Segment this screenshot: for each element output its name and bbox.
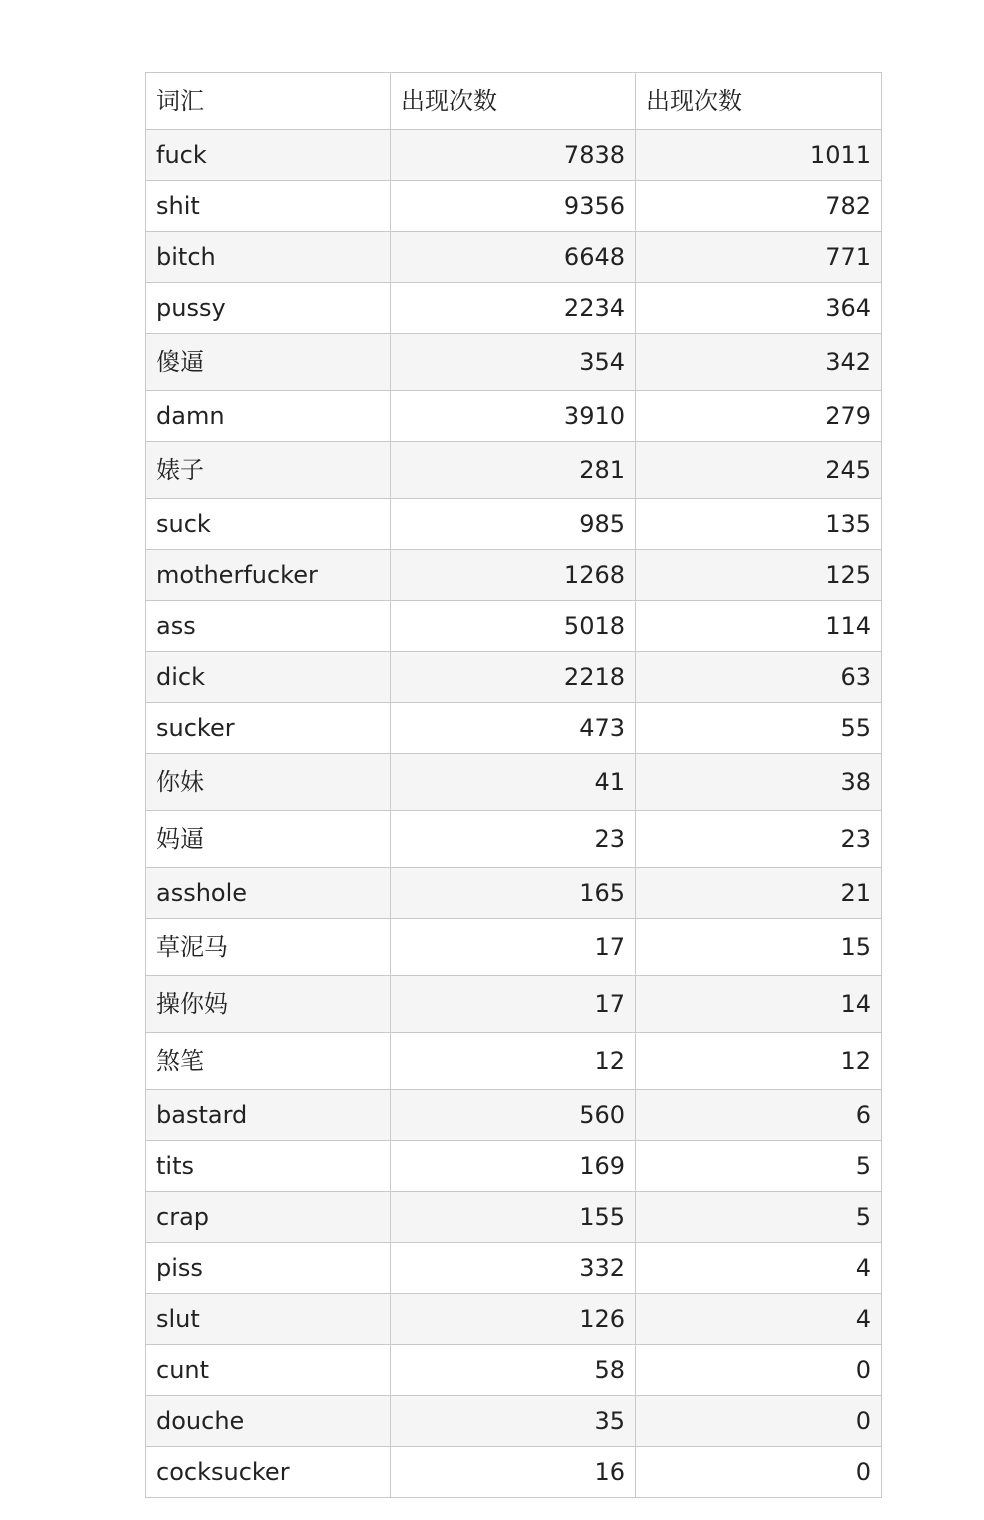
cell-count-1: 12 bbox=[391, 1033, 636, 1090]
cell-count-2: 55 bbox=[636, 703, 882, 754]
cell-word: sucker bbox=[146, 703, 391, 754]
cell-count-2: 15 bbox=[636, 919, 882, 976]
cell-count-1: 41 bbox=[391, 754, 636, 811]
cell-count-1: 7838 bbox=[391, 130, 636, 181]
cell-word: asshole bbox=[146, 868, 391, 919]
cell-count-2: 125 bbox=[636, 550, 882, 601]
table-row bbox=[146, 232, 882, 283]
cell-count-2: 12 bbox=[636, 1033, 882, 1090]
cell-word: suck bbox=[146, 499, 391, 550]
table-body bbox=[146, 130, 882, 1498]
cell-word: 操你妈 bbox=[146, 976, 391, 1033]
table-row bbox=[146, 811, 882, 868]
cell-count-1: 126 bbox=[391, 1294, 636, 1345]
cell-count-2: 4 bbox=[636, 1294, 882, 1345]
table-row bbox=[146, 652, 882, 703]
cell-count-1: 473 bbox=[391, 703, 636, 754]
cell-word: piss bbox=[146, 1243, 391, 1294]
cell-count-2: 279 bbox=[636, 391, 882, 442]
cell-count-2: 782 bbox=[636, 181, 882, 232]
cell-count-2: 38 bbox=[636, 754, 882, 811]
cell-count-1: 9356 bbox=[391, 181, 636, 232]
table-row bbox=[146, 181, 882, 232]
cell-count-2: 6 bbox=[636, 1090, 882, 1141]
table-row bbox=[146, 1192, 882, 1243]
cell-word: 煞笔 bbox=[146, 1033, 391, 1090]
cell-word: 你妹 bbox=[146, 754, 391, 811]
cell-count-2: 0 bbox=[636, 1396, 882, 1447]
table-row bbox=[146, 919, 882, 976]
table-row bbox=[146, 391, 882, 442]
cell-word: bitch bbox=[146, 232, 391, 283]
cell-word: 婊子 bbox=[146, 442, 391, 499]
table-row bbox=[146, 1447, 882, 1498]
cell-count-1: 35 bbox=[391, 1396, 636, 1447]
cell-word: cunt bbox=[146, 1345, 391, 1396]
cell-word: douche bbox=[146, 1396, 391, 1447]
cell-count-2: 114 bbox=[636, 601, 882, 652]
table-row bbox=[146, 703, 882, 754]
cell-word: crap bbox=[146, 1192, 391, 1243]
cell-count-1: 58 bbox=[391, 1345, 636, 1396]
cell-count-2: 342 bbox=[636, 334, 882, 391]
table-row bbox=[146, 499, 882, 550]
cell-count-1: 281 bbox=[391, 442, 636, 499]
cell-count-2: 23 bbox=[636, 811, 882, 868]
header-count-1: 出现次数 bbox=[391, 73, 636, 130]
cell-word: cocksucker bbox=[146, 1447, 391, 1498]
cell-count-2: 135 bbox=[636, 499, 882, 550]
table-row bbox=[146, 1396, 882, 1447]
table-row bbox=[146, 442, 882, 499]
cell-word: fuck bbox=[146, 130, 391, 181]
cell-count-2: 771 bbox=[636, 232, 882, 283]
cell-count-1: 560 bbox=[391, 1090, 636, 1141]
table-row bbox=[146, 1294, 882, 1345]
table-row bbox=[146, 868, 882, 919]
cell-count-1: 17 bbox=[391, 919, 636, 976]
cell-count-1: 165 bbox=[391, 868, 636, 919]
table-row bbox=[146, 130, 882, 181]
cell-count-2: 245 bbox=[636, 442, 882, 499]
word-frequency-table bbox=[145, 72, 882, 1498]
cell-count-2: 63 bbox=[636, 652, 882, 703]
cell-word: 草泥马 bbox=[146, 919, 391, 976]
header-row bbox=[146, 73, 882, 130]
table-row bbox=[146, 1033, 882, 1090]
cell-count-1: 17 bbox=[391, 976, 636, 1033]
cell-word: bastard bbox=[146, 1090, 391, 1141]
cell-count-2: 0 bbox=[636, 1447, 882, 1498]
cell-count-1: 1268 bbox=[391, 550, 636, 601]
table-row bbox=[146, 1090, 882, 1141]
cell-count-1: 3910 bbox=[391, 391, 636, 442]
table-row bbox=[146, 334, 882, 391]
table-row bbox=[146, 283, 882, 334]
cell-count-2: 21 bbox=[636, 868, 882, 919]
cell-count-2: 4 bbox=[636, 1243, 882, 1294]
table-row bbox=[146, 550, 882, 601]
cell-count-2: 0 bbox=[636, 1345, 882, 1396]
cell-count-2: 1011 bbox=[636, 130, 882, 181]
cell-word: slut bbox=[146, 1294, 391, 1345]
header-count-2: 出现次数 bbox=[636, 73, 882, 130]
table-row bbox=[146, 1345, 882, 1396]
cell-word: tits bbox=[146, 1141, 391, 1192]
table-row bbox=[146, 1141, 882, 1192]
cell-count-2: 14 bbox=[636, 976, 882, 1033]
cell-count-1: 2234 bbox=[391, 283, 636, 334]
table-row bbox=[146, 1243, 882, 1294]
cell-count-2: 5 bbox=[636, 1141, 882, 1192]
cell-count-2: 364 bbox=[636, 283, 882, 334]
cell-word: damn bbox=[146, 391, 391, 442]
cell-word: motherfucker bbox=[146, 550, 391, 601]
cell-count-1: 5018 bbox=[391, 601, 636, 652]
cell-word: dick bbox=[146, 652, 391, 703]
cell-word: 傻逼 bbox=[146, 334, 391, 391]
table-header bbox=[146, 73, 882, 130]
cell-count-1: 23 bbox=[391, 811, 636, 868]
cell-count-1: 6648 bbox=[391, 232, 636, 283]
cell-count-1: 155 bbox=[391, 1192, 636, 1243]
table-row bbox=[146, 976, 882, 1033]
cell-word: shit bbox=[146, 181, 391, 232]
cell-count-1: 2218 bbox=[391, 652, 636, 703]
cell-count-2: 5 bbox=[636, 1192, 882, 1243]
cell-word: 妈逼 bbox=[146, 811, 391, 868]
cell-word: pussy bbox=[146, 283, 391, 334]
table-row bbox=[146, 754, 882, 811]
cell-count-1: 16 bbox=[391, 1447, 636, 1498]
header-word: 词汇 bbox=[146, 73, 391, 130]
cell-count-1: 169 bbox=[391, 1141, 636, 1192]
cell-count-1: 332 bbox=[391, 1243, 636, 1294]
table-row bbox=[146, 601, 882, 652]
cell-count-1: 985 bbox=[391, 499, 636, 550]
cell-word: ass bbox=[146, 601, 391, 652]
cell-count-1: 354 bbox=[391, 334, 636, 391]
